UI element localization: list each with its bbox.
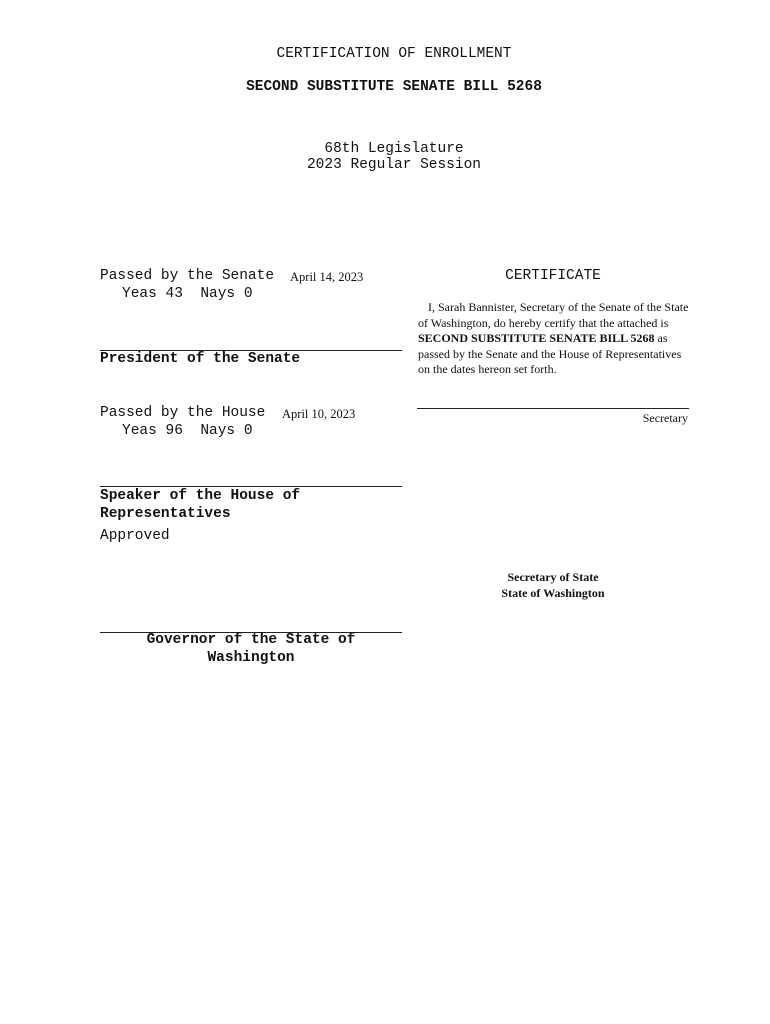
certificate-bill-name: SECOND SUBSTITUTE SENATE BILL 5268 — [418, 331, 655, 346]
certificate-text-before: I, Sarah Bannister, Secretary of the Senate of the State of Washington, do hereby certify that the attached is — [418, 300, 689, 330]
legislature-label: 68th Legislature — [324, 141, 464, 157]
house-passed-date: April 10, 2023 — [282, 407, 356, 421]
bill-title: SECOND SUBSTITUTE SENATE BILL 5268 — [246, 79, 542, 95]
speaker-label-line2: Representatives — [100, 506, 231, 522]
president-of-senate-label: President of the Senate — [100, 351, 301, 367]
speaker-label-line1: Speaker of the House of — [100, 488, 301, 504]
session-label: 2023 Regular Session — [306, 157, 482, 173]
house-votes: Yeas 96 Nays 0 — [122, 423, 253, 439]
governor-label-line1: Governor of the State of — [146, 632, 356, 648]
certification-title: CERTIFICATION OF ENROLLMENT — [276, 46, 512, 62]
senate-passed-label: Passed by the Senate — [100, 268, 275, 284]
approved-label: Approved — [100, 528, 170, 544]
certificate-text — [418, 300, 690, 378]
secretary-label: Secretary — [642, 411, 688, 425]
certificate-text-after: as passed by the Senate and the House of Representatives on the dates hereon set forth. — [418, 331, 682, 377]
governor-label-line2: Washington — [207, 650, 295, 666]
senate-passed-date: April 14, 2023 — [290, 270, 364, 284]
secretary-signature-line — [417, 408, 689, 409]
certificate-title: CERTIFICATE — [505, 268, 601, 284]
filing-secretary-of-state: Secretary of State — [507, 570, 599, 584]
senate-votes: Yeas 43 Nays 0 — [122, 286, 253, 302]
house-passed-label: Passed by the House — [100, 405, 266, 421]
house-signature-line — [100, 486, 402, 487]
filing-state-of-washington: State of Washington — [501, 586, 605, 600]
